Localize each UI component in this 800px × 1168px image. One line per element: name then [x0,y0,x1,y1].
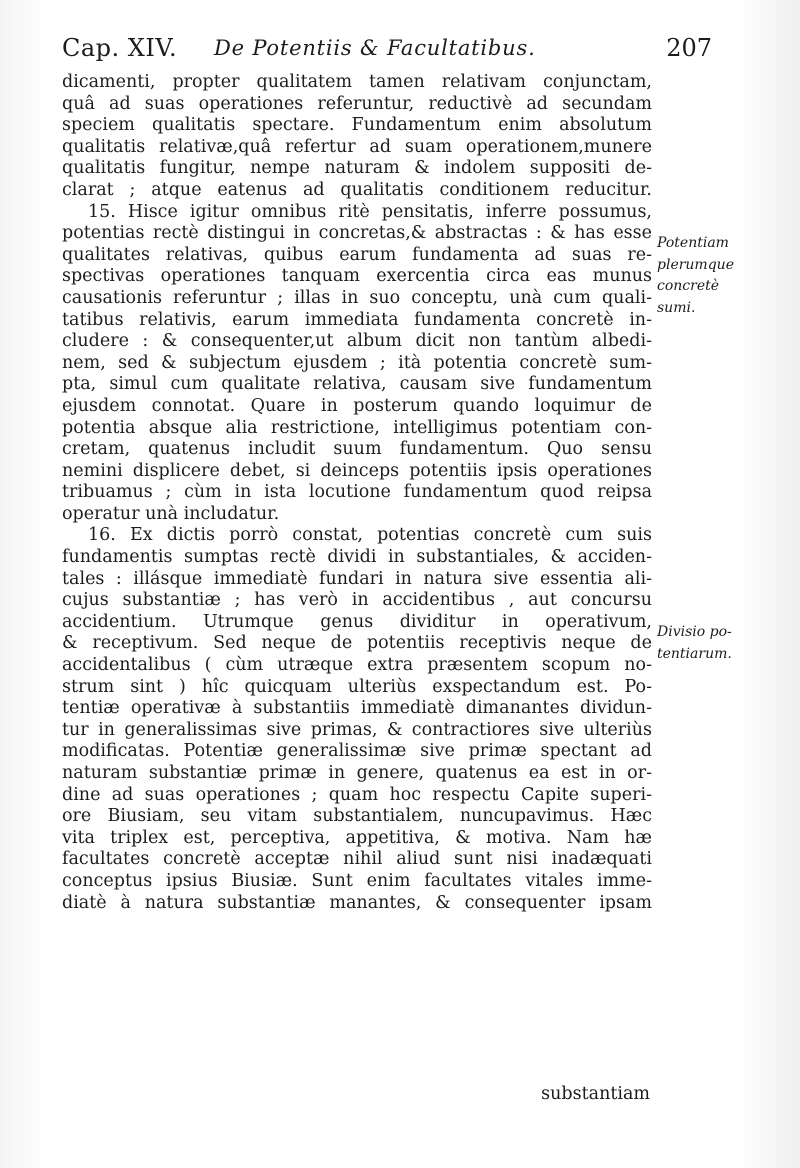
text-line: tatibus relativis, earum immediata fundamenta concretè in- [62,309,652,330]
margin-note-line: tentiarum. [657,645,732,662]
text-line: cretam, quatenus includit suum fundamentum. Quo sensu [62,439,652,460]
margin-note-potentiam [657,233,787,319]
text-line: quâ ad suas operationes referuntur, reductivè ad secundam [62,93,652,114]
text-line: diatè à natura substantiæ manantes, & consequenter ipsam [62,892,652,913]
text-line: nemini displicere debet, si deinceps potentiis ipsis operationes [62,460,652,481]
text-line: ejusdem connotat. Quare in posterum quando loquimur de [62,395,652,416]
text-line: vita triplex est, perceptiva, appetitiva, & motiva. Nam hæ [62,827,652,848]
text-line: accidentalibus ( cùm utræque extra præsentem scopum no- [62,655,652,676]
page-number: 207 [666,34,712,62]
text-line: modificatas. Potentiæ generalissimæ sive primæ spectant ad [62,741,652,762]
text-line: potentia absque alia restrictione, intelligimus potentiam con- [62,417,652,438]
text-line: naturam substantiæ primæ in genere, quatenus ea est in or- [62,763,652,783]
margin-note-line: sumi. [657,299,696,316]
text-line: tribuamus ; cùm in ista locutione fundamentum quod reipsa [62,482,652,503]
text-line: tales : illásque immediatè fundari in natura sive essentia ali- [62,568,652,589]
text-line: clarat ; atque eatenus ad qualitatis conditionem reducitur. [62,179,652,200]
text-line: spectivas operationes tanquam exercentia circa eas munus [62,266,652,287]
text-line: nem, sed & subjectum ejusdem ; ità potentia concretè sum- [62,352,652,373]
paragraph-start-line: 16. Ex dictis porrò constat, potentias concretè cum suis [88,525,652,546]
catchword: substantiam [541,1084,650,1104]
margin-note-line: Divisio po- [657,624,732,640]
text-line: dicamenti, propter qualitatem tamen relativam conjunctam, [62,72,652,92]
running-title: De Potentiis & Facultatibus. [214,36,536,60]
text-line: qualitatis fungitur, nempe naturam & indolem suppositi de- [62,158,652,179]
text-line: qualitates relativas, quibus earum fundamenta ad suas re- [62,244,652,265]
paragraph-start-line: 15. Hisce igitur omnibus ritè pensitatis, inferre possumus, [88,201,652,222]
body-text [62,72,652,914]
text-line: ore Biusiam, seu vitam substantialem, nuncupavimus. Hæc [62,806,652,827]
text-line: tentiæ operativæ à substantiis immediatè dimanantes dividun- [62,698,652,719]
text-line: potentias rectè distingui in concretas,& abstractas : & has esse [62,223,652,244]
text-line: & receptivum. Sed neque de potentiis receptivis neque de [62,633,652,654]
text-line: facultates concretè acceptæ nihil aliud sunt nisi inadæquati [62,849,652,870]
text-line: causationis referuntur ; illas in suo conceptu, unà cum quali- [62,287,652,308]
margin-note-divisio [657,622,787,665]
chapter-label: Cap. XIV. [62,34,178,62]
text-line: speciem qualitatis spectare. Fundamentum enim absolutum [62,115,652,136]
margin-note-line: plerumque [657,256,734,273]
paragraph-end-line: operatur unà includatur. [62,503,280,524]
text-line: fundamentis sumptas rectè dividi in substantiales, & acciden- [62,547,652,568]
running-header [62,34,712,68]
margin-note-line: concretè [657,278,720,295]
text-line: pta, simul cum qualitate relativa, causam sive fundamentum [62,374,652,395]
text-line: qualitatis relativæ,quâ refertur ad suam operationem,munere [62,136,652,157]
text-line: conceptus ipsius Biusiæ. Sunt enim facultates vitales imme- [62,870,652,891]
text-line: cludere : & consequenter,ut album dicit non tantùm albedi- [62,331,652,352]
text-line: strum sint ) hîc quicquam ulteriùs exspectandum est. Po- [62,676,652,697]
text-line: cujus substantiæ ; has verò in accidentibus , aut concursu [62,590,652,611]
text-line: tur in generalissimas sive primas, & contractiores sive ulteriùs [62,719,652,740]
text-line: dine ad suas operationes ; quam hoc respectu Capite superi- [62,784,652,805]
margin-note-line: Potentiam [657,235,729,251]
text-line: accidentium. Utrumque genus dividitur in operativum, [62,611,652,632]
